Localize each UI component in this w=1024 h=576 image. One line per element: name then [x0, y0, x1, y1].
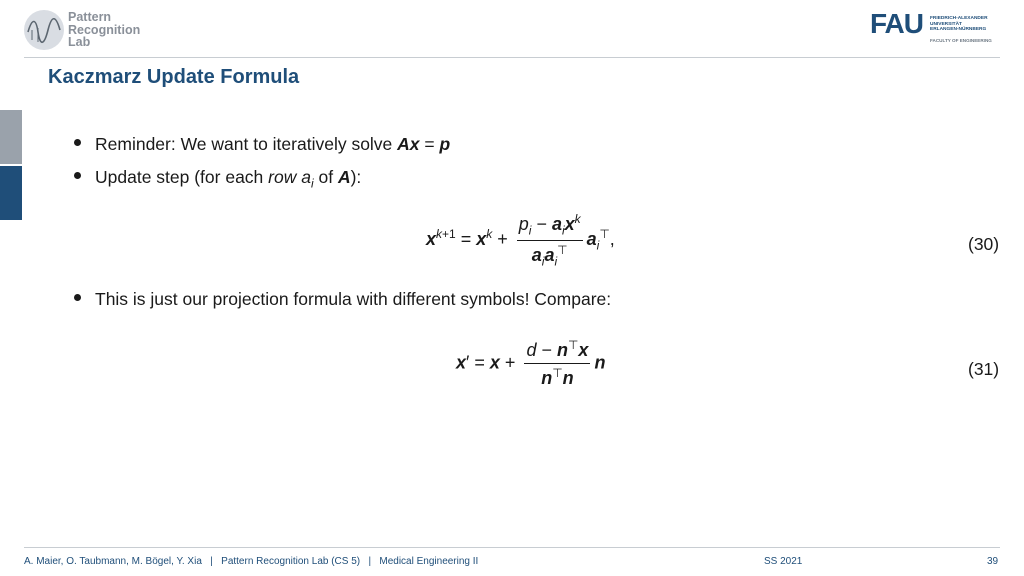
- fau-line-1: FRIEDRICH-ALEXANDER: [930, 16, 988, 21]
- bullet-projection: [74, 289, 611, 310]
- bullet-text: Reminder: We want to iteratively solve: [95, 134, 398, 154]
- bullet-emph: row: [268, 167, 297, 187]
- lab-logo-line-2: Recognition: [68, 22, 141, 37]
- bullet-dot: [74, 294, 81, 301]
- slide-title: Kaczmarz Update Formula: [48, 66, 300, 88]
- pattern-recognition-lab-logo: [24, 10, 154, 52]
- footer-authors: A. Maier, O. Taubmann, M. Bögel, Y. Xia | Pattern Recognition Lab (CS 5) | Medical Engineering II: [24, 556, 479, 567]
- bullet-text: of: [313, 167, 338, 187]
- bullet-text: ):: [350, 167, 362, 187]
- bullet-dot: [74, 172, 81, 179]
- bullet-reminder: Reminder: We want to iteratively solve Ax = p: [74, 134, 450, 155]
- faculty-label: FACULTY OF ENGINEERING: [930, 38, 992, 43]
- fraction: $\frac{p_i - a_ix^k}{a_ia_i^⊤}$: [518, 212, 581, 269]
- section-marker-inactive: [0, 110, 22, 164]
- section-marker-active: [0, 166, 22, 220]
- lab-logo-icon: [24, 10, 64, 50]
- equation-30: $x^{k+1} = x^k$ + $\frac{p_i - a_ix^k}{a_ia_i^⊤}$ $a_i^⊤$,: [426, 212, 615, 269]
- fau-line-3: ERLANGEN-NÜRNBERG: [930, 27, 987, 33]
- bullet-text: Update step (for each: [95, 167, 269, 187]
- equation-number-30: (30): [968, 234, 1000, 254]
- footer-divider: [24, 547, 1000, 548]
- fau-line-2: UNIVERSITÄT: [930, 21, 962, 27]
- header-divider: [24, 57, 1000, 58]
- fau-logo-letters: FAU: [870, 8, 923, 39]
- lab-logo-line-1: Pattern: [68, 10, 112, 24]
- lab-logo-text: [68, 11, 140, 49]
- bullet-dot: [74, 139, 81, 146]
- footer-semester: SS 2021: [764, 556, 803, 567]
- fau-logo: [868, 8, 1000, 46]
- bullet-text: This is just our projection formula with different symbols! Compare:: [95, 289, 612, 309]
- bullet-update-step: Update step (for each row $a_i$ of A):: [74, 167, 361, 191]
- fau-logo-university: [930, 16, 988, 33]
- footer-page-number: 39: [987, 556, 999, 567]
- lab-logo-line-3: Lab: [68, 35, 91, 49]
- equation-31: x′ = x + $\frac{d - n^⊤x}{n^⊤n}$ n: [456, 338, 606, 388]
- fraction: $\frac{d - n^⊤x}{n^⊤n}$: [526, 338, 589, 388]
- equation-number-31: (31): [968, 359, 1000, 379]
